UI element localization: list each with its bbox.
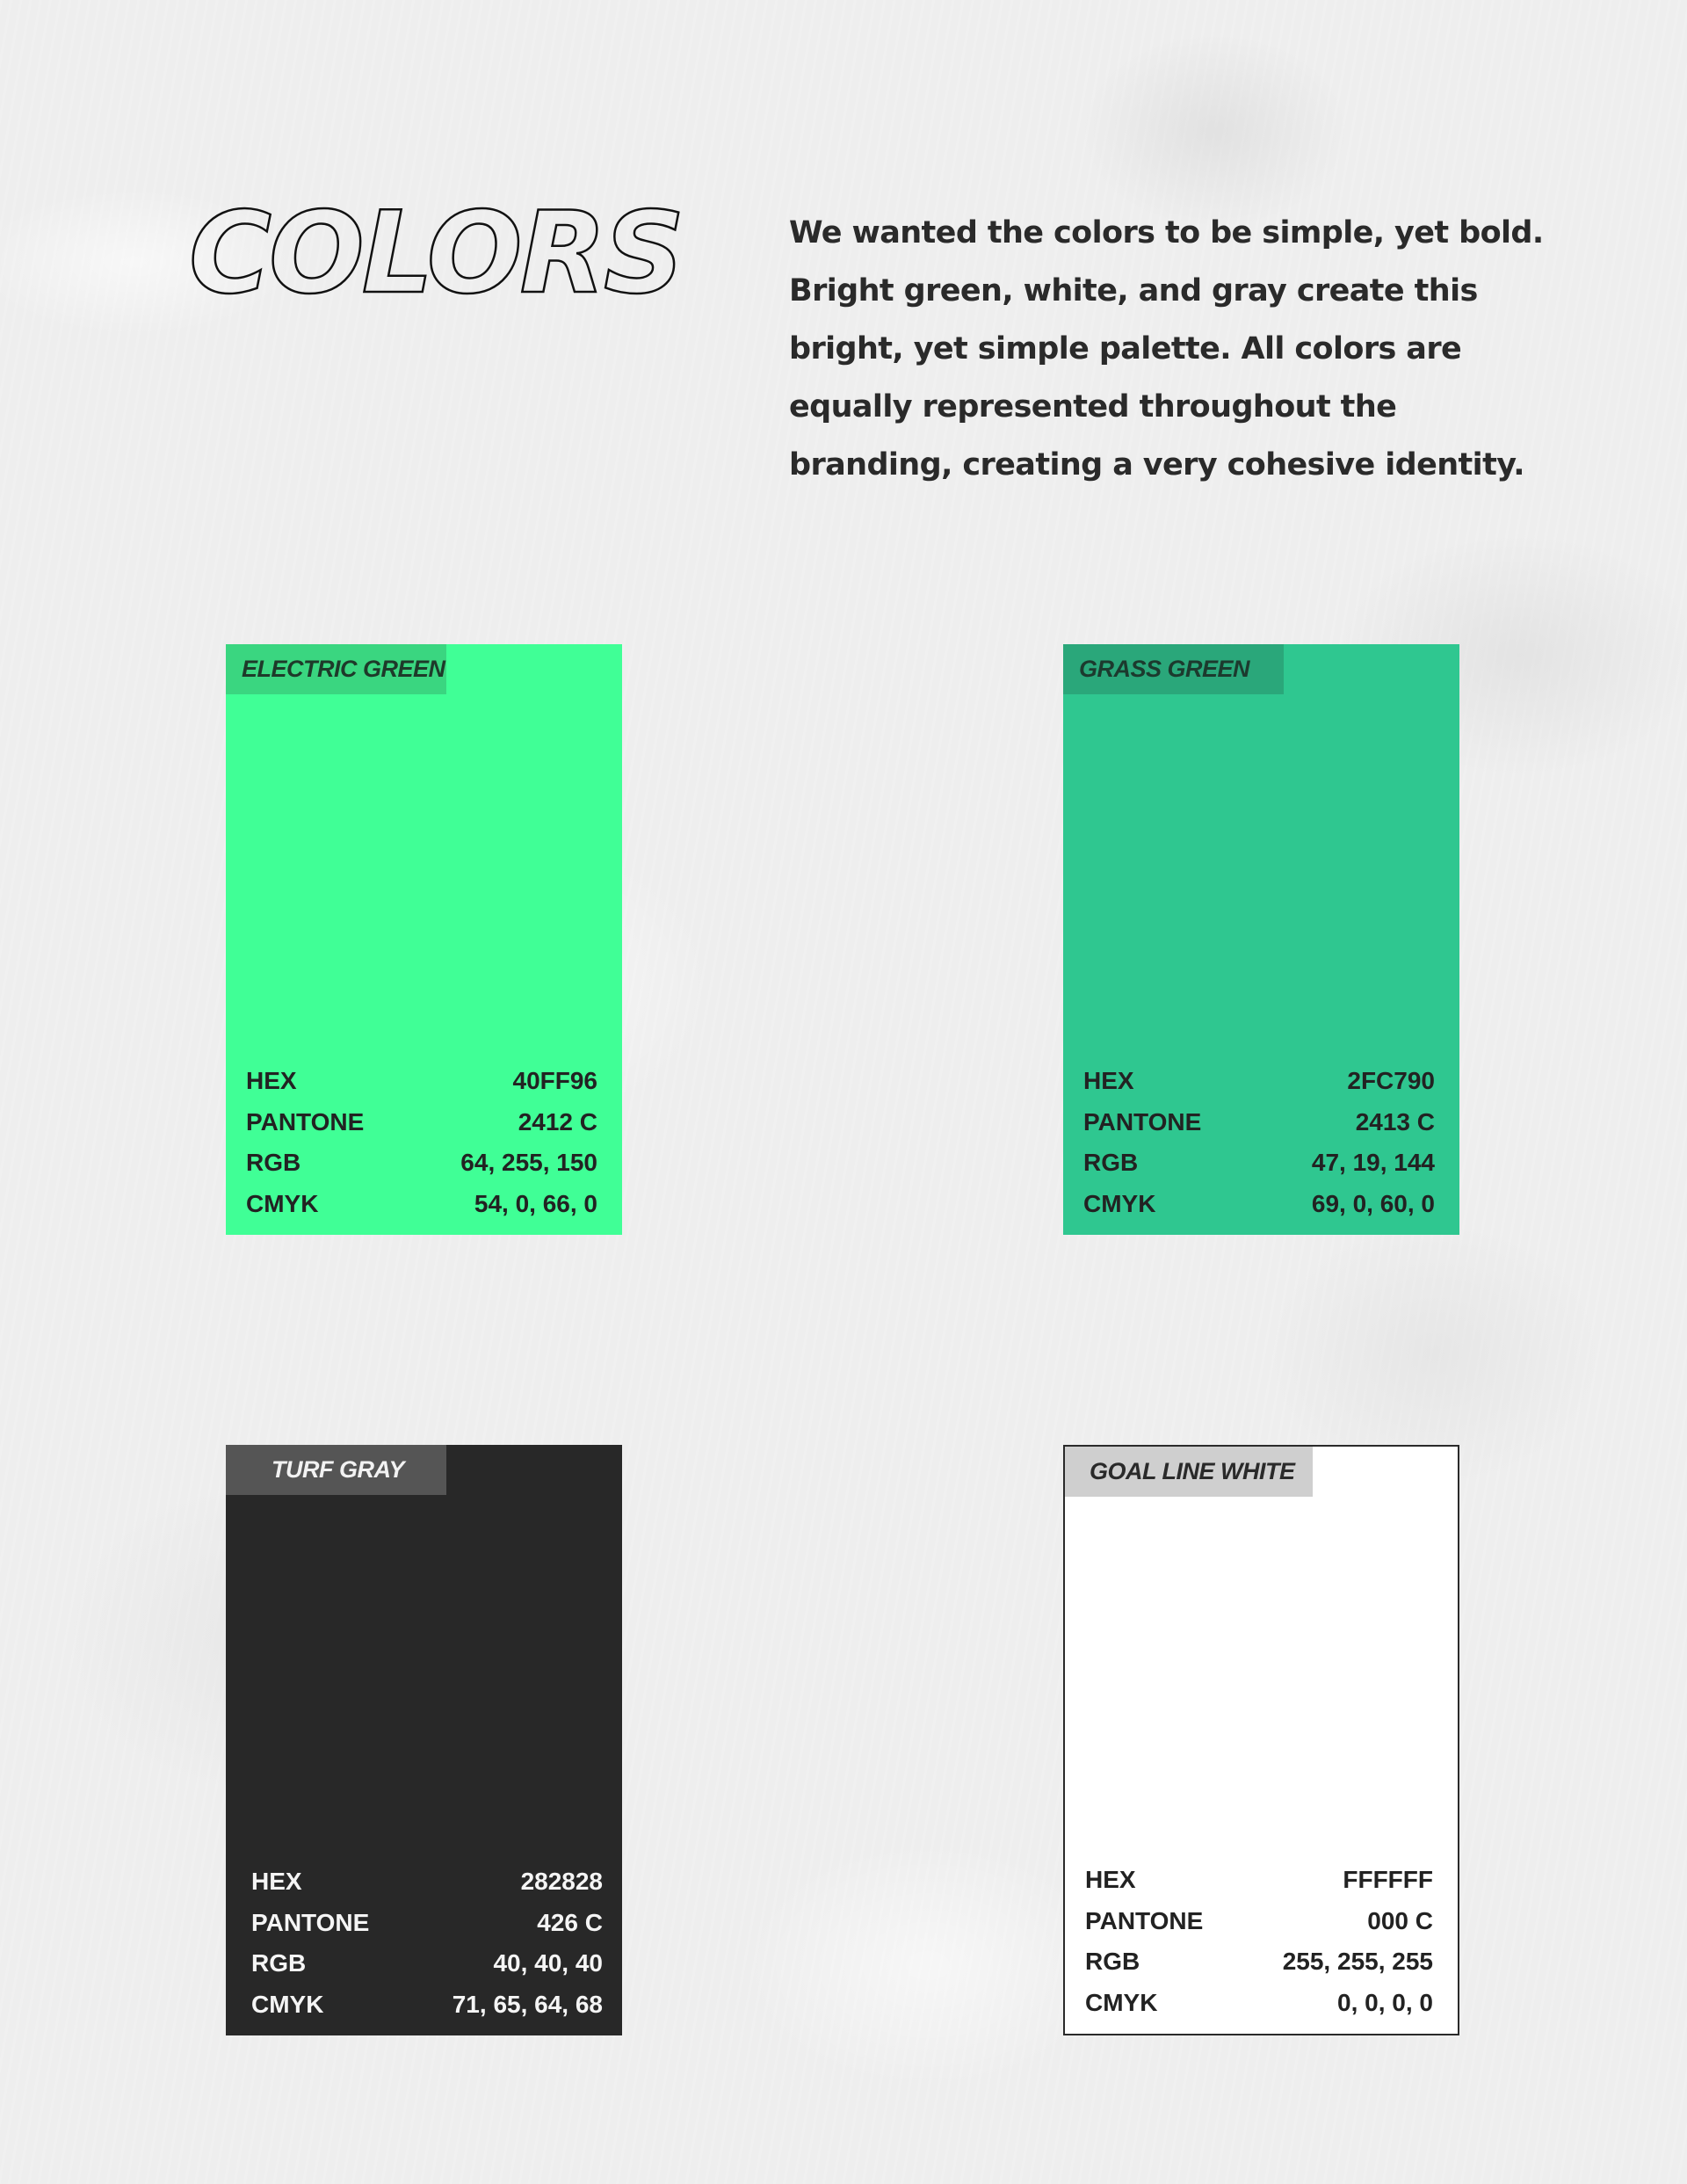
color-swatch-electric-green (226, 644, 622, 1235)
spec-row-rgb (246, 1143, 597, 1184)
spec-label-rgb: RGB (251, 1949, 307, 1977)
spec-value-rgb: 255, 255, 255 (1282, 1948, 1433, 1975)
spec-value-cmyk: 0, 0, 0, 0 (1337, 1988, 1433, 2016)
color-swatch-grass-green (1063, 644, 1459, 1235)
color-swatch-goal-line-white (1063, 1445, 1459, 2035)
page-title: COLORS (189, 188, 683, 319)
spec-label-cmyk: CMYK (1083, 1189, 1156, 1217)
spec-row-rgb (251, 1943, 603, 1984)
color-swatch-turf-gray (226, 1445, 622, 2035)
swatch-name: ELECTRIC GREEN (226, 644, 446, 694)
spec-label-rgb: RGB (1083, 1149, 1139, 1176)
spec-value-hex: 40FF96 (512, 1067, 597, 1094)
spec-value-pantone: 426 C (537, 1908, 603, 1936)
swatch-name: TURF GRAY (226, 1445, 446, 1495)
spec-value-rgb: 47, 19, 144 (1311, 1149, 1435, 1176)
spec-label-hex: HEX (1083, 1067, 1134, 1094)
spec-label-cmyk: CMYK (246, 1189, 319, 1217)
spec-label-cmyk: CMYK (1085, 1988, 1158, 2016)
spec-value-pantone: 2413 C (1355, 1107, 1435, 1136)
spec-label-hex: HEX (251, 1868, 302, 1895)
spec-value-rgb: 40, 40, 40 (493, 1949, 603, 1977)
spec-label-rgb: RGB (1085, 1948, 1140, 1975)
color-specs (1085, 1860, 1433, 2023)
spec-label-pantone: PANTONE (246, 1107, 365, 1136)
spec-row-pantone (1083, 1102, 1435, 1143)
spec-row-pantone (1085, 1901, 1433, 1942)
spec-row-pantone (251, 1903, 603, 1944)
spec-value-hex: 2FC790 (1347, 1067, 1435, 1094)
swatch-name: GOAL LINE WHITE (1065, 1447, 1313, 1497)
spec-value-rgb: 64, 255, 150 (460, 1149, 597, 1176)
spec-row-rgb (1083, 1143, 1435, 1184)
spec-label-pantone: PANTONE (1083, 1107, 1202, 1136)
spec-value-cmyk: 54, 0, 66, 0 (474, 1189, 597, 1217)
color-specs (251, 1861, 603, 2025)
spec-label-pantone: PANTONE (251, 1908, 370, 1936)
spec-row-hex (1085, 1860, 1433, 1901)
intro-paragraph: We wanted the colors to be simple, yet bold. Bright green, white, and gray create this bright, yet simple palette. All colors are equally represented throughout the branding, creating a very cohesive identity. (789, 215, 1544, 483)
spec-row-cmyk (251, 1984, 603, 2026)
spec-value-hex: FFFFFF (1343, 1866, 1433, 1893)
spec-label-pantone: PANTONE (1085, 1906, 1204, 1934)
color-specs (1083, 1061, 1435, 1224)
spec-label-hex: HEX (1085, 1866, 1136, 1893)
spec-value-cmyk: 69, 0, 60, 0 (1311, 1189, 1435, 1217)
spec-value-pantone: 000 C (1367, 1906, 1433, 1934)
spec-row-hex (251, 1861, 603, 1903)
spec-row-cmyk (246, 1184, 597, 1225)
spec-value-pantone: 2412 C (518, 1107, 597, 1136)
spec-row-cmyk (1085, 1983, 1433, 2024)
swatch-name: GRASS GREEN (1063, 644, 1284, 694)
spec-row-hex (246, 1061, 597, 1102)
spec-value-cmyk: 71, 65, 64, 68 (452, 1990, 603, 2018)
spec-label-cmyk: CMYK (251, 1990, 324, 2018)
spec-row-pantone (246, 1102, 597, 1143)
spec-value-hex: 282828 (520, 1868, 603, 1895)
spec-label-rgb: RGB (246, 1149, 301, 1176)
spec-row-cmyk (1083, 1184, 1435, 1225)
spec-row-rgb (1085, 1941, 1433, 1983)
spec-row-hex (1083, 1061, 1435, 1102)
spec-label-hex: HEX (246, 1067, 297, 1094)
color-specs (246, 1061, 597, 1224)
